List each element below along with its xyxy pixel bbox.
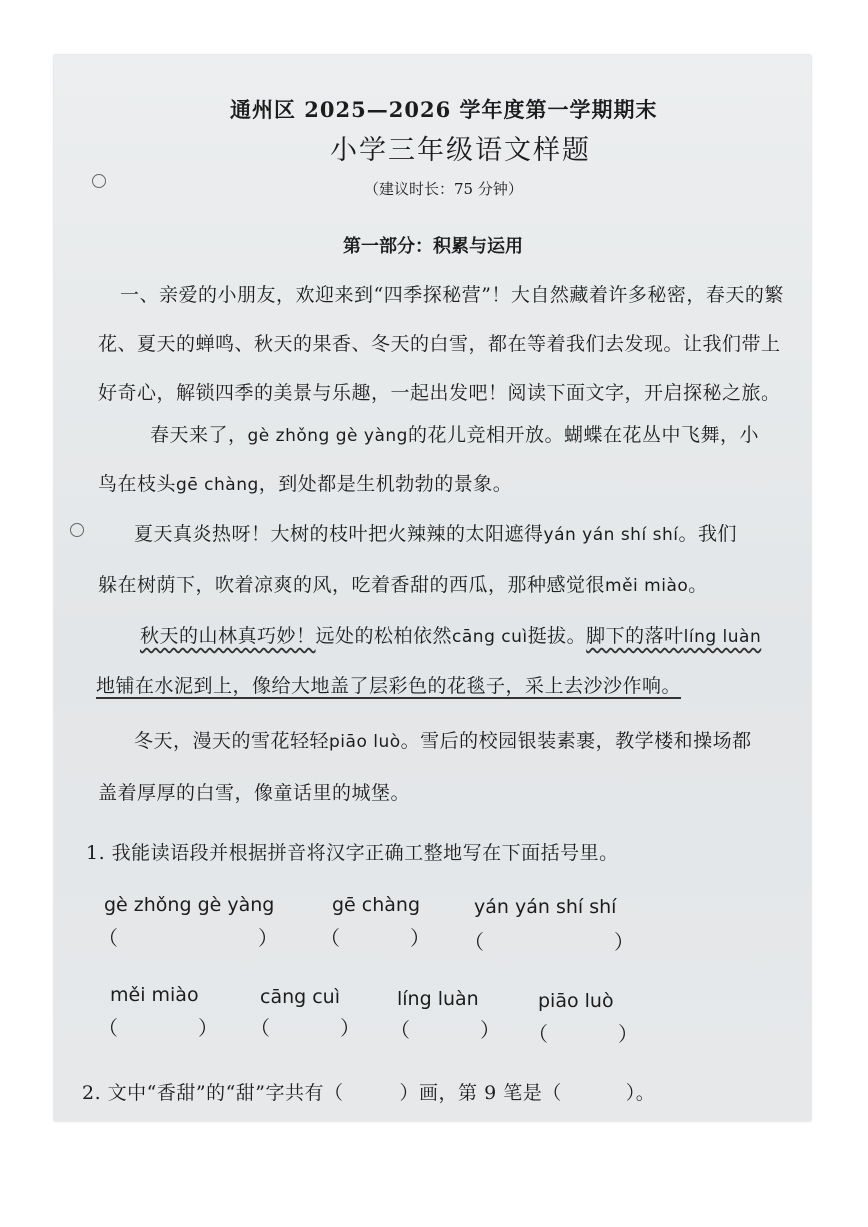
intro-line: 花、夏天的蝉鸣、秋天的果香、冬天的白雪，都在等着我们去发现。让我们带上: [98, 333, 781, 355]
question-1-prompt: 1. 我能读语段并根据拼音将汉字正确工整地写在下面括号里。: [86, 842, 619, 864]
answer-blank[interactable]: （ ）: [320, 926, 430, 950]
summer-line-2: [98, 570, 708, 597]
q1-pinyin: cāng cuì: [260, 986, 340, 1008]
section-title: 第一部分：积累与运用: [343, 236, 523, 257]
answer-blank[interactable]: （ ）: [98, 1016, 218, 1040]
passage-text: 冬天，漫天的雪花轻轻: [134, 730, 330, 752]
summer-line-1: [134, 519, 737, 546]
answer-blank[interactable]: （ ）: [390, 1018, 500, 1042]
pinyin-blank: cāng cuì: [452, 627, 528, 647]
pinyin-blank: gè zhǒng gè yàng: [247, 426, 408, 446]
q1-pinyin: yán yán shí shí: [474, 896, 617, 918]
pinyin-blank: měi miào: [605, 576, 689, 596]
winter-line-1: [134, 726, 752, 753]
passage-text: ，到处都是生机勃勃的景象。: [258, 473, 513, 495]
q1-pinyin: měi miào: [110, 984, 199, 1006]
passage-text: 。我们: [678, 523, 737, 545]
autumn-line-2: [96, 671, 681, 698]
answer-blank[interactable]: （ ）: [250, 1016, 360, 1040]
passage-text: 挺拔。: [527, 625, 587, 647]
q1-pinyin: piāo luò: [538, 990, 614, 1012]
q1-pinyin: gē chàng: [332, 894, 421, 916]
wavy-underlined-text: 秋天的山林真巧妙！: [140, 625, 316, 647]
question-2-text: ）画，第 9 笔是（: [399, 1082, 562, 1104]
binding-hole-icon: [70, 523, 84, 537]
passage-text: 。雪后的校园银装素裹，教学楼和操场都: [400, 730, 752, 752]
time-hint: （建议时长：75 分钟）: [364, 180, 523, 198]
underlined-text: 地铺在水泥到上，像给大地盖了层彩色的花毯子，采上去沙沙作响。: [96, 675, 682, 697]
passage-text: 盖着厚厚的白雪，像童话里的城堡。: [98, 782, 411, 804]
autumn-line-1: [140, 621, 761, 648]
spring-line-2: [98, 469, 512, 496]
pinyin-blank: piāo luò: [329, 732, 401, 752]
intro-line: 一、亲爱的小朋友，欢迎来到“四季探秘营”！大自然藏着许多秘密，春天的繁: [120, 284, 784, 306]
passage-text: 躲在树荫下，吹着凉爽的风，吃着香甜的西瓜，那种感觉很: [98, 574, 606, 596]
wavy-underlined-text: 脚下的落叶líng luàn: [586, 625, 762, 647]
answer-blank[interactable]: （ ）: [464, 930, 634, 954]
answer-blank[interactable]: （ ）: [528, 1022, 638, 1046]
answer-blank[interactable]: （ ）: [98, 926, 278, 950]
passage-text: 鸟在枝头: [98, 473, 177, 495]
winter-line-2: [98, 778, 410, 805]
question-2: [82, 1078, 655, 1105]
q1-pinyin: líng luàn: [397, 988, 479, 1010]
q1-pinyin: gè zhǒng gè yàng: [104, 894, 275, 916]
passage-text: 远处的松柏依然: [315, 625, 453, 647]
pinyin-blank: gē chàng: [176, 475, 259, 495]
exam-subtitle: 小学三年级语文样题: [330, 135, 591, 166]
passage-text: 春天来了，: [150, 424, 248, 446]
passage-text: 夏天真炎热呀！大树的枝叶把火辣辣的太阳遮得: [134, 523, 544, 545]
intro-line: 好奇心，解锁四季的美景与乐趣，一起出发吧！阅读下面文字，开启探秘之旅。: [98, 382, 781, 404]
exam-title: 通州区 2025—2026 学年度第一学期期末: [230, 97, 658, 122]
passage-text: 。: [688, 574, 708, 596]
passage-text: 的花儿竞相开放。蝴蝶在花丛中飞舞，小: [407, 424, 759, 446]
question-2-text: 2. 文中“香甜”的“甜”字共有（: [82, 1082, 344, 1104]
binding-hole-icon: [92, 174, 106, 188]
spring-line-1: [150, 420, 759, 447]
question-2-text: ）。: [625, 1082, 656, 1104]
pinyin-blank: yán yán shí shí: [543, 525, 679, 545]
